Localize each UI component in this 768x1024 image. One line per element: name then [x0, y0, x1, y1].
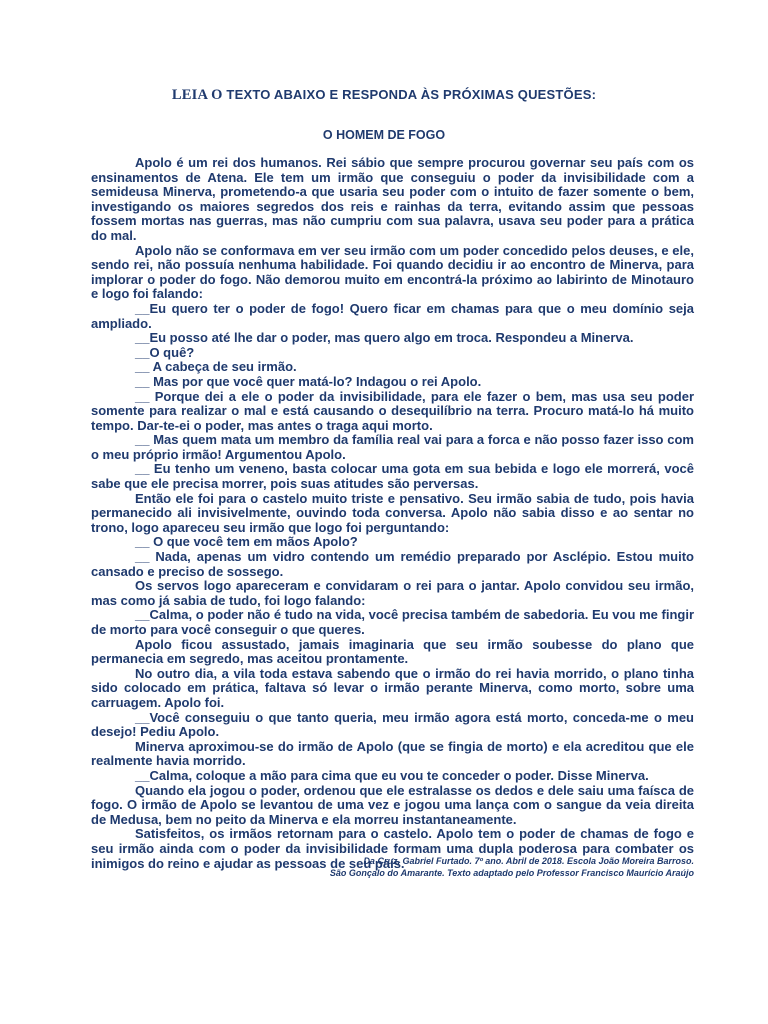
credit-line: Da Cruz, Gabriel Furtado. 7º ano. Abril de 2018. Escola João Moreira Barroso. [363, 856, 694, 866]
dialogue-line: __Eu quero ter o poder de fogo! Quero ficar em chamas para que o meu domínio seja ampliado. [91, 300, 694, 331]
instruction-heading [0, 87, 768, 104]
instruction-text: TEXTO ABAIXO E RESPONDA ÀS PRÓXIMAS QUESTÕES: [222, 87, 597, 102]
story-paragraph: Apolo é um rei dos humanos. Rei sábio que sempre procurou governar seu país com os ensinamentos de Atena. Ele tem um irmão que conseguiu o poder da invisibilidade com a semideusa Minerva, prometendo-a que usaria seu poder com o intuito de fazer somente o bem, investigando os maiores segredos dos reis e rainhas da terra, evitando assim que pessoas fossem mortas nas guerras, mas não cumpriu com sua palavra, usava seu poder para a prática do mal. [91, 155, 694, 243]
dialogue-line: __ Porque dei a ele o poder da invisibilidade, para ele fazer o bem, mas usa seu poder somente para realizar o mal e está causando o desequilíbrio na terra. Procuro matá-lo há muito tempo. Dar-te-ei o poder, mas antes o traga aqui morto. [91, 388, 694, 433]
story-paragraph: Minerva aproximou-se do irmão de Apolo (que se fingia de morto) e ela acreditou que ele realmente havia morrido. [91, 738, 694, 769]
dialogue-line: __ Mas quem mata um membro da família real vai para a forca e não posso fazer isso com o meu próprio irmão! Argumentou Apolo. [91, 432, 694, 462]
author-credit [330, 855, 694, 879]
story-paragraph: Apolo não se conformava em ver seu irmão com um poder concedido pelos deuses, e ele, sendo rei, não possuía nenhuma habilidade. Foi quando decidiu ir ao encontro de Minerva, para implorar o poder do fogo. Não demorou muito em encontrá-la próximo ao labirinto de Minotauro e logo foi falando: [91, 242, 694, 302]
dialogue-line: __ Eu tenho um veneno, basta colocar uma gota em sua bebida e logo ele morrerá, você sabe que ele precisa morrer, pois suas atitudes são perversas. [91, 461, 694, 492]
story-paragraph: Satisfeitos, os irmãos retornam para o castelo. Apolo tem o poder de chamas de fogo e seu irmão ainda com o poder da invisibilidade formam uma dupla poderosa para combater os inimigos do reino e ajudar as pessoas de seu país. [91, 826, 694, 871]
story-body [91, 156, 694, 871]
story-paragraph: Os servos logo apareceram e convidaram o rei para o jantar. Apolo convidou seu irmão, mas como já sabia de tudo, foi logo falando: [91, 578, 694, 608]
story-paragraph: Apolo ficou assustado, jamais imaginaria que seu irmão soubesse do plano que permanecia em segredo, mas aceitou prontamente. [91, 636, 694, 667]
dialogue-line: __Calma, o poder não é tudo na vida, você precisa também de sabedoria. Eu vou me fingir de morto para você conseguir o que queres. [91, 607, 694, 637]
dialogue-line: __Você conseguiu o que tanto queria, meu irmão agora está morto, conceda-me o meu desejo! Pediu Apolo. [91, 709, 694, 740]
dialogue-line: __ O que você tem em mãos Apolo? [135, 534, 358, 550]
story-paragraph: Quando ela jogou o poder, ordenou que ele estralasse os dedos e dele saiu uma faísca de fogo. O irmão de Apolo se levantou de uma vez e jogou uma lança com o sangue da veia direita de Medusa, bem no peito da Minerva e ela morreu instantaneamente. [91, 782, 694, 827]
story-title: O HOMEM DE FOGO [322, 128, 446, 142]
dialogue-line: __Calma, coloque a mão para cima que eu vou te conceder o poder. Disse Minerva. [135, 767, 649, 783]
dialogue-line: __ Mas por que você quer matá-lo? Indagou o rei Apolo. [135, 373, 482, 389]
dialogue-line: __ Nada, apenas um vidro contendo um remédio preparado por Asclépio. Estou muito cansado e preciso de sossego. [91, 549, 694, 579]
dialogue-line: __O quê? [135, 344, 195, 360]
dialogue-line: __ A cabeça de seu irmão. [135, 359, 297, 375]
credit-line: São Gonçalo do Amarante. Texto adaptado pelo Professor Francisco Maurício Araújo [329, 868, 694, 878]
dialogue-line: __Eu posso até lhe dar o poder, mas quero algo em troca. Respondeu a Minerva. [135, 330, 634, 346]
story-paragraph: Então ele foi para o castelo muito triste e pensativo. Seu irmão sabia de tudo, pois havia permanecido ali invisivelmente, ouvindo toda conversa. Apolo não sabia disso e ao sentar no trono, logo apareceu seu irmão que logo foi perguntando: [91, 490, 694, 535]
instruction-lead: LEIA O [171, 87, 223, 103]
story-paragraph: No outro dia, a vila toda estava sabendo que o irmão do rei havia morrido, o plano tinha sido colocado em prática, faltava só levar o irmão perante Minerva, como morto, sobre uma carruagem. Apolo foi. [91, 665, 694, 710]
